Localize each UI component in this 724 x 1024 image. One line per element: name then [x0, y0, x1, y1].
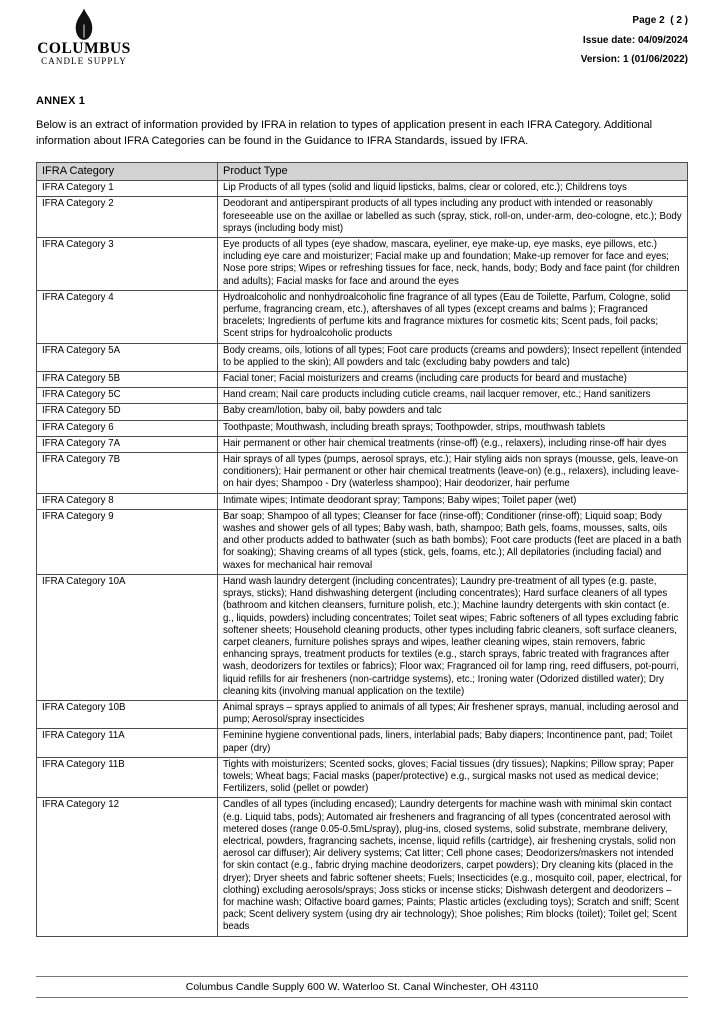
table-row — [37, 197, 688, 238]
product-type-cell: Hair permanent or other hair chemical treatments (rinse-off) (e.g., relaxers), including rinse-off hair dyes — [218, 436, 688, 452]
column-header-product-type: Product Type — [218, 163, 688, 181]
category-cell: IFRA Category 11A — [37, 729, 218, 757]
category-cell: IFRA Category 7A — [37, 436, 218, 452]
category-cell: IFRA Category 1 — [37, 181, 218, 197]
product-type-cell: Intimate wipes; Intimate deodorant spray; Tampons; Baby wipes; Toilet paper (wet) — [218, 493, 688, 509]
product-type-cell: Tights with moisturizers; Scented socks, gloves; Facial tissues (dry tissues); Napkins; Pillow spray; Paper towels; Wheat bags; Facial masks (paper/protective) e.g., surgical masks not used as medical device; Fertilizers, solid (pellet or powder) — [218, 757, 688, 798]
product-type-cell: Eye products of all types (eye shadow, mascara, eyeliner, eye make-up, eye masks, eye pillows, etc.) including eye care and moisturizer; Facial make up and foundation; Make-up remover for face and eyes; Nose pore strips; Wipes or refreshing tissues for face, neck, hands, body; Body and face paint (for children and adults); Facial masks for face and around the eyes — [218, 238, 688, 291]
product-type-cell: Hair sprays of all types (pumps, aerosol sprays, etc.); Hair styling aids non sprays (mousse, gels, leave-on conditioners); Hair permanent or other hair chemical treatments (leave-on) (e.g., relaxers), including leave-on hair dyes; Shampoo - Dry (waterless shampoo); Hair deodorizer, hair perfume — [218, 453, 688, 494]
category-cell: IFRA Category 3 — [37, 238, 218, 291]
product-type-cell: Candles of all types (including encased); Laundry detergents for machine wash with minimal skin contact (e.g. Liquid tabs, pods); Automated air fresheners and fragrancing of all types (concentrated aerosol with metered doses (range 0.05-0.5mL/spray), plug-ins, closed systems, solid substrate, membrane delivery, electrical, powders, fragrancing sachets, incense, liquid refills (cartridge), air freshening crystals, solid non aerosol car diffuser); Air delivery systems; Cat litter; Cell phone cases; Deodorizers/maskers not intended for skin contact (e.g., fabric drying machine deodorizers, carpet powders); Dry cleaning kits (placed in the dryer); Dryer sheets and fabric softener sheets; Fuels; Insecticides (e.g., mosquito coil, paper, electrical, for clothing) excluding aerosols/sprays; Joss sticks or incense sticks; Dishwash detergent and deodorizers – for machine wash; Olfactive board games; Paints; Plastic articles (excluding toys); Scratch and sniff; Scent pack; Scent delivery system (using dry air technology); Shoe polishes; Rim blocks (toilet); Toilet gel; Scent beads — [218, 798, 688, 936]
product-type-cell: Baby cream/lotion, baby oil, baby powders and talc — [218, 404, 688, 420]
page-footer — [36, 976, 688, 998]
product-type-cell: Bar soap; Shampoo of all types; Cleanser for face (rinse-off); Conditioner (rinse-off); Liquid soap; Body washes and shower gels of all types; Baby wash, bath, shampoo; Bath gels, foams, mousses, salts, oils and other products added to bathwater (such as bath bombs); Foot care products (feet are placed in a bath for soaking); Shaving creams of all types (stick, gels, foams, etc.); All depilatories (including facial) and waxes for mechanical hair removal — [218, 509, 688, 574]
product-type-cell: Animal sprays – sprays applied to animals of all types; Air freshener sprays, manual, including aerosol and pump; Aerosol/spray insecticides — [218, 700, 688, 728]
category-cell: IFRA Category 5B — [37, 372, 218, 388]
product-type-cell: Hand cream; Nail care products including cuticle creams, nail lacquer remover, etc.; Hand sanitizers — [218, 388, 688, 404]
category-cell: IFRA Category 8 — [37, 493, 218, 509]
table-row — [37, 757, 688, 798]
annex-title: ANNEX 1 — [36, 95, 86, 107]
category-cell: IFRA Category 11B — [37, 757, 218, 798]
footer-address: Columbus Candle Supply 600 W. Waterloo St. Canal Winchester, OH 43110 — [185, 981, 539, 993]
ifra-category-table — [36, 162, 688, 937]
table-row — [37, 181, 688, 197]
logo-company-name: COLUMBUS — [37, 40, 131, 57]
category-cell: IFRA Category 6 — [37, 420, 218, 436]
table-row — [37, 343, 688, 371]
company-logo — [37, 8, 131, 67]
category-cell: IFRA Category 4 — [37, 290, 218, 343]
product-type-cell: Hand wash laundry detergent (including concentrates); Laundry pre-treatment of all types (e.g. paste, sprays, sticks); Hand dishwashing detergent (including concentrates); Hard surface cleaners of all types (bathroom and kitchen cleansers, furniture polish, etc.); Machine laundry detergents with skin contact (e. g., liquids, powders) including concentrates; Toilet seat wipes; Fabric softeners of all types excluding fabric softener sheets; Household cleaning products, other types including fabric cleaners, soft surface cleaners, carpet cleaners, furniture polishes sprays and wipes, leather cleaning wipes, stain removers, fabric enhancing sprays, treatment products for textiles (e.g., starch sprays, fabric treated with fragrances after wash, deodorizers for textiles or fabrics); Floor wax; Fragranced oil for lamp ring, reed diffusers, pot-pourri, liquid refills for air fresheners (non-cartridge systems), etc.; Ironing water (Odorized distilled water); Dry cleaning kits (involving manual application on the textile) — [218, 574, 688, 700]
version: Version: 1 (01/06/2022) — [580, 54, 688, 65]
category-cell: IFRA Category 5A — [37, 343, 218, 371]
document-meta — [581, 8, 688, 70]
table-row — [37, 493, 688, 509]
product-type-cell: Deodorant and antiperspirant products of all types including any product with intended or reasonably foreseeable use on the axillae or labelled as such (spray, stick, roll-on, under-arm, deo-cologne, etc.); Body sprays (including body mist) — [218, 197, 688, 238]
table-row — [37, 388, 688, 404]
product-type-cell: Toothpaste; Mouthwash, including breath sprays; Toothpowder, strips, mouthwash tablets — [218, 420, 688, 436]
table-row — [37, 700, 688, 728]
table-row — [37, 574, 688, 700]
category-cell: IFRA Category 5C — [37, 388, 218, 404]
intro-paragraph: Below is an extract of information provided by IFRA in relation to types of application present in each IFRA Category. Additional information about IFRA Categories can be found in the Guidance to IFRA Standards, issued by IFRA. — [36, 119, 653, 147]
page-number: Page 2 ( 2 ) — [632, 15, 688, 26]
flame-icon — [73, 8, 95, 41]
table-header-row — [37, 163, 688, 181]
column-header-ifra-category: IFRA Category — [37, 163, 218, 181]
category-cell: IFRA Category 10B — [37, 700, 218, 728]
issue-date: Issue date: 04/09/2024 — [582, 34, 688, 46]
category-cell: IFRA Category 5D — [37, 404, 218, 420]
category-cell: IFRA Category 10A — [37, 574, 218, 700]
table-row — [37, 436, 688, 452]
table-row — [37, 238, 688, 291]
table-row — [37, 372, 688, 388]
product-type-cell: Lip Products of all types (solid and liquid lipsticks, balms, clear or colored, etc.); Childrens toys — [218, 181, 688, 197]
logo-company-subtitle: CANDLE SUPPLY — [41, 56, 127, 66]
product-type-cell: Body creams, oils, lotions of all types; Foot care products (creams and powders); Insect repellent (intended to be applied to the skin); All powders and talc (excluding baby powders and talc) — [218, 343, 688, 371]
category-cell: IFRA Category 9 — [37, 509, 218, 574]
table-row — [37, 420, 688, 436]
product-type-cell: Hydroalcoholic and nonhydroalcoholic fine fragrance of all types (Eau de Toilette, Parfum, Cologne, solid perfume, fragrancing cream, etc.), aftershaves of all types (except creams and balms ); Fragranced bracelets; Ingredients of perfume kits and fragrance mixtures for cosmetic kits; Scent pads, foil packs; Scent strips for hydroalcoholic products — [218, 290, 688, 343]
table-row — [37, 290, 688, 343]
category-cell: IFRA Category 2 — [37, 197, 218, 238]
category-cell: IFRA Category 7B — [37, 453, 218, 494]
page-header — [36, 8, 688, 78]
category-cell: IFRA Category 12 — [37, 798, 218, 936]
table-row — [37, 509, 688, 574]
table-row — [37, 404, 688, 420]
table-row — [37, 453, 688, 494]
product-type-cell: Facial toner; Facial moisturizers and creams (including care products for beard and mustache) — [218, 372, 688, 388]
product-type-cell: Feminine hygiene conventional pads, liners, interlabial pads; Baby diapers; Incontinence pant, pad; Toilet paper (dry) — [218, 729, 688, 757]
table-row — [37, 729, 688, 757]
table-row — [37, 798, 688, 936]
